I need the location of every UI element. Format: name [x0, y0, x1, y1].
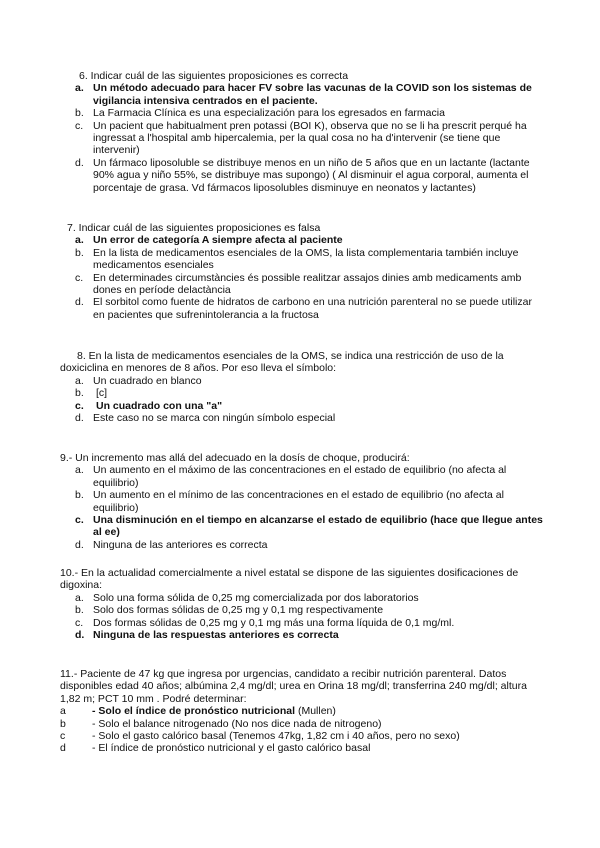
question-7 — [67, 222, 545, 321]
option-d — [67, 296, 545, 321]
option-label: b. — [75, 604, 84, 617]
option-text: - Solo el balance nitrogenado (No nos dice nada de nitrogeno) — [92, 717, 382, 730]
option-text: En determinades circumstàncies és possible realitzar assajos dinies amb medicaments amb dones en període delactància — [93, 271, 522, 297]
option-text: Solo dos formas sólidas de 0,25 mg y 0,1 mg respectivamente — [93, 604, 384, 617]
option-text: Un aumento en el máximo de las concentraciones en el estado de equilibrio (no afecta al equilibrio) — [93, 464, 507, 489]
option-label: d. — [75, 629, 85, 642]
option-c — [75, 120, 545, 157]
option-text: [c] — [96, 387, 108, 400]
option-b — [60, 489, 548, 514]
option-label: a. — [75, 591, 84, 604]
option-label: a. — [75, 374, 84, 387]
option-text-bold: - Solo el índice de pronóstico nutricional — [92, 705, 296, 718]
option-c — [60, 514, 548, 539]
option-a — [60, 592, 548, 604]
option-label: b. — [75, 387, 84, 400]
option-label: d. — [75, 156, 84, 169]
option-b — [60, 718, 548, 730]
option-text: Ninguna de las anteriores es correcta — [93, 538, 268, 551]
question-9 — [60, 452, 548, 551]
option-text: Solo una forma sólida de 0,25 mg comercializada por dos laboratorios — [93, 591, 419, 604]
option-c — [67, 272, 545, 297]
option-label: c. — [75, 119, 84, 132]
option-text: Un método adecuado para hacer FV sobre las vacunas de la COVID son los sistemas de vigilancia intensiva centrados en el paciente. — [93, 82, 532, 107]
option-c — [60, 617, 548, 629]
option-text: Dos formas sólidas de 0,25 mg y 0,1 mg más una forma líquida de 0,1 mg/ml. — [93, 616, 455, 629]
question-stem: 9.- Un incremento mas allá del adecuado en la dosís de choque, producirá: — [60, 452, 410, 464]
question-6 — [75, 70, 545, 194]
option-b — [67, 247, 545, 272]
option-label: b. — [75, 107, 84, 120]
option-text: - El índice de pronóstico nutricional y el gasto calórico basal — [92, 742, 371, 755]
option-label: d. — [75, 412, 84, 425]
option-d — [60, 629, 548, 641]
option-d — [60, 412, 548, 424]
option-text: Un fármaco liposoluble se distribuye menos en un niño de 5 años que en un lactante (lactante 90% agua y niño 55%, se distribuye mas supongo) ( Al disminuir el agua corporal, aumenta el porcentaje de grasa. Vd fármacos liposolubles disminuye en neonatos y lactantes) — [93, 156, 530, 194]
option-text-rest: (Mullen) — [295, 705, 336, 718]
option-label: b — [60, 717, 66, 730]
option-text: Un cuadrado con una "a" — [96, 399, 223, 412]
option-label: d. — [75, 538, 84, 551]
question-stem: 10.- En la actualidad comercialmente a nivel estatal se dispone de las siguientes dosificaciones de digoxina: — [60, 567, 519, 592]
option-a — [75, 82, 545, 107]
option-a — [60, 464, 548, 489]
question-11 — [60, 668, 548, 755]
question-10 — [60, 567, 548, 641]
option-text — [92, 705, 548, 717]
option-b — [60, 604, 548, 616]
option-a — [60, 375, 548, 387]
option-label: a — [60, 705, 66, 718]
option-label: c — [60, 730, 66, 743]
option-label: b. — [75, 246, 84, 259]
question-stem: 11.- Paciente de 47 kg que ingresa por urgencias, candidato a recibir nutrición parenteral. Datos disponibles edad 40 años; albúmina 2,4 mg/dl; urea en Orina 18 mg/dl; transferrina 240 mg/dl; altura 1,82 m; PCT 10 mm . Podré determinar: — [60, 668, 527, 705]
option-c — [60, 730, 548, 742]
option-b — [75, 107, 545, 119]
option-label: c. — [75, 514, 84, 527]
option-a — [67, 234, 545, 246]
question-8 — [60, 350, 548, 424]
option-label: d. — [75, 296, 84, 309]
option-d — [75, 157, 545, 194]
option-label: a. — [75, 234, 84, 247]
option-label: d — [60, 742, 66, 755]
question-stem: 6. Indicar cuál de las siguientes proposiciones es correcta — [79, 70, 349, 82]
option-text: El sorbitol como fuente de hidratos de carbono en una nutrición parenteral no se puede utilizar en pacientes que sufrenintolerancia a la fructosa — [93, 296, 532, 321]
option-text: - Solo el gasto calórico basal (Tenemos 47kg, 1,82 cm i 40 años, pero no sexo) — [92, 730, 460, 743]
option-c — [60, 400, 548, 412]
option-text: En la lista de medicamentos esenciales de la OMS, la lista complementaria también incluye medicamentos esenciales — [93, 246, 519, 272]
option-text: Una disminución en el tiempo en alcanzarse el estado de equilibrio (hace que llegue antes al ee) — [93, 514, 543, 539]
option-label: a. — [75, 82, 84, 95]
option-d — [60, 539, 548, 551]
question-stem: 8. En la lista de medicamentos esenciales de la OMS, se indica una restricción de uso de la doxiciclina en menores de 8 años. Por eso lleva el símbolo: — [60, 350, 504, 375]
option-text: Un error de categoría A siempre afecta al paciente — [93, 234, 343, 247]
option-a — [60, 705, 548, 717]
option-b — [60, 387, 548, 399]
option-label: c. — [75, 271, 84, 284]
option-d — [60, 742, 548, 754]
option-text: La Farmacia Clínica es una especialización para los egresados en farmacia — [93, 107, 445, 120]
option-label: c. — [75, 399, 84, 412]
question-stem: 7. Indicar cuál de las siguientes proposiciones es falsa — [67, 222, 321, 234]
option-text: Un pacient que habitualment pren potassi (BOI K), observa que no se li ha prescrit perqué ha ingressat a l'hospital amb hipercalemia, per la qual cosa no ha d'intervenir (se tiene que intervenir) — [93, 119, 527, 157]
option-text: Un cuadrado en blanco — [93, 374, 202, 387]
option-label: b. — [75, 489, 84, 502]
option-label: c. — [75, 616, 84, 629]
option-text: Este caso no se marca con ningún símbolo especial — [93, 412, 336, 425]
option-text: Ninguna de las respuestas anteriores es correcta — [93, 629, 339, 642]
option-text: Un aumento en el mínimo de las concentraciones en el estado de equilibrio (no afecta al equilibrio) — [93, 489, 504, 514]
option-label: a. — [75, 464, 84, 477]
